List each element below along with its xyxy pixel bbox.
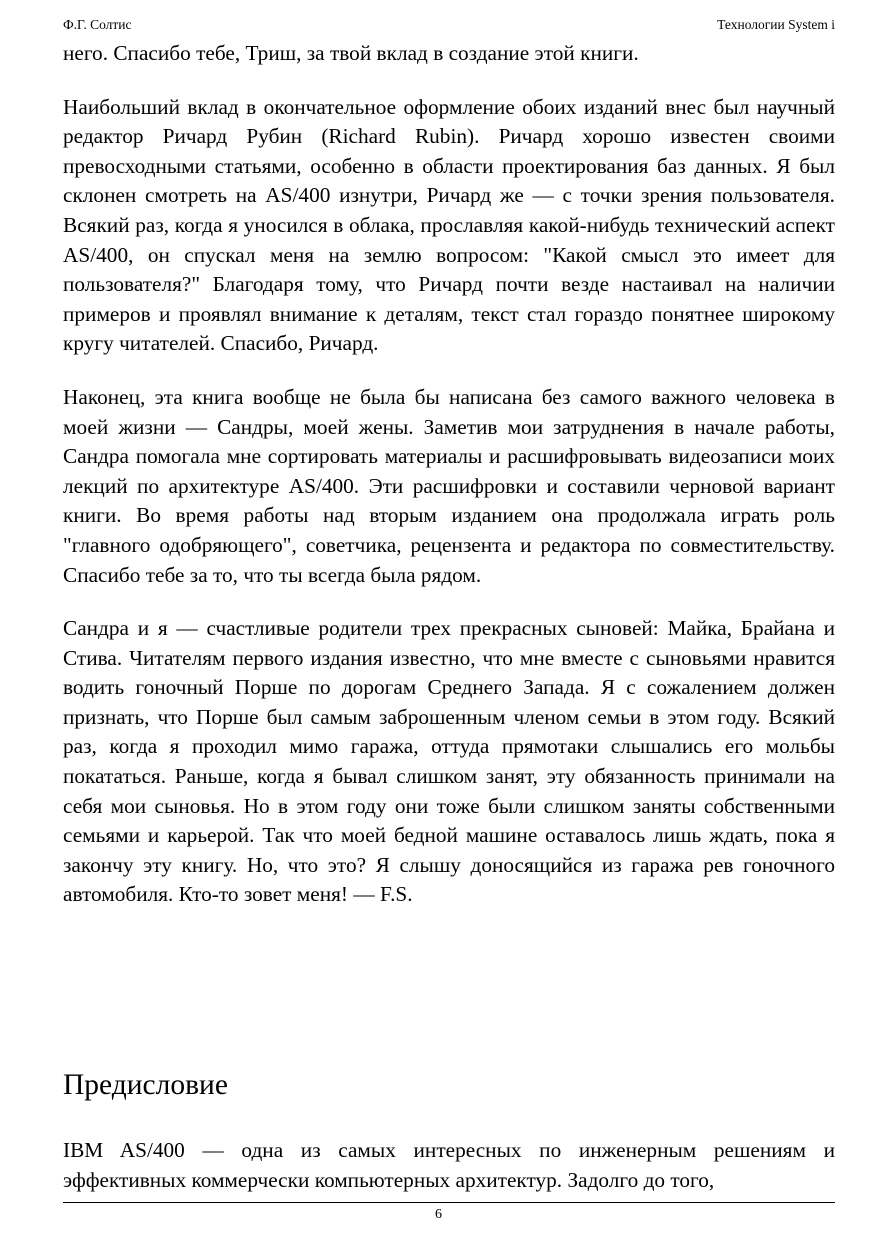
preface-heading: Предисловие — [63, 1069, 228, 1101]
paragraph-continued: него. Спасибо тебе, Триш, за твой вклад в создание этой книги. — [63, 41, 639, 65]
paragraph-editor-thanks: Наибольший вклад в окончательное оформление обоих изданий внес был научный редактор Ричард Рубин (Richard Rubin). Ричард хорошо известен своими превосходными статьями, особенно в области проектирования баз данных. Я был склонен смотреть на AS/400 изнутри, Ричард же — с точки зрения пользователя. Всякий раз, когда я уносился в облака, прославляя какой-нибудь технический аспект AS/400, он спускал меня на землю вопросом: "Какой смысл это имеет для пользователя?" Благодаря тому, что Ричард почти везде настаивал на наличии примеров и проявлял внимание к деталям, текст стал гораздо понятнее широкому кругу читателей. Спасибо, Ричард. — [63, 94, 835, 356]
body-text — [63, 39, 835, 910]
running-header — [63, 16, 835, 34]
footer-divider — [63, 1202, 835, 1203]
page-number: 6 — [435, 1207, 442, 1222]
paragraph-wife-thanks: Наконец, эта книга вообще не была бы написана без самого важного человека в моей жизни — Сандры, моей жены. Заметив мои затруднения в начале работы, Сандра помогала мне сортировать материалы и расшифровывать видеозаписи моих лекций по архитектуре AS/400. Эти расшифровки и составили черновой вариант книги. Во время работы над вторым изданием она продолжала играть роль "главного одобряющего", советчика, рецензента и редактора по совместительству. Спасибо тебе за то, что ты всегда была рядом. — [63, 384, 835, 587]
paragraph-family: Сандра и я — счастливые родители трех прекрасных сыновей: Майка, Брайана и Стива. Читателям первого издания известно, что мне вместе с сыновьями нравится водить гоночный Порше по дорогам Среднего Запада. Я с сожалением должен признать, что Порше был самым заброшенным членом семьи в этом году. Всякий раз, когда я проходил мимо гаража, оттуда прямотаки слышались его мольбы покататься. Раньше, когда я бывал слишком занят, эту обязанность принимали на себя мои сыновья. Но в этом году они тоже были слишком заняты собственными семьями и карьерой. Так что моей бедной машине оставалось лишь ждать, пока я закончу эту книгу. Но, что это? Я слышу доносящийся из гаража рев гоночного автомобиля. Кто-то зовет меня! — F.S. — [63, 616, 835, 907]
preface-text: IBM AS/400 — одна из самых интересных по инженерным решениям и эффективных коммерчески компьютерных архитектур. Задолго до того, — [63, 1138, 835, 1192]
header-book-title: Технологии System i — [717, 17, 835, 32]
header-author: Ф.Г. Солтис — [63, 17, 132, 32]
